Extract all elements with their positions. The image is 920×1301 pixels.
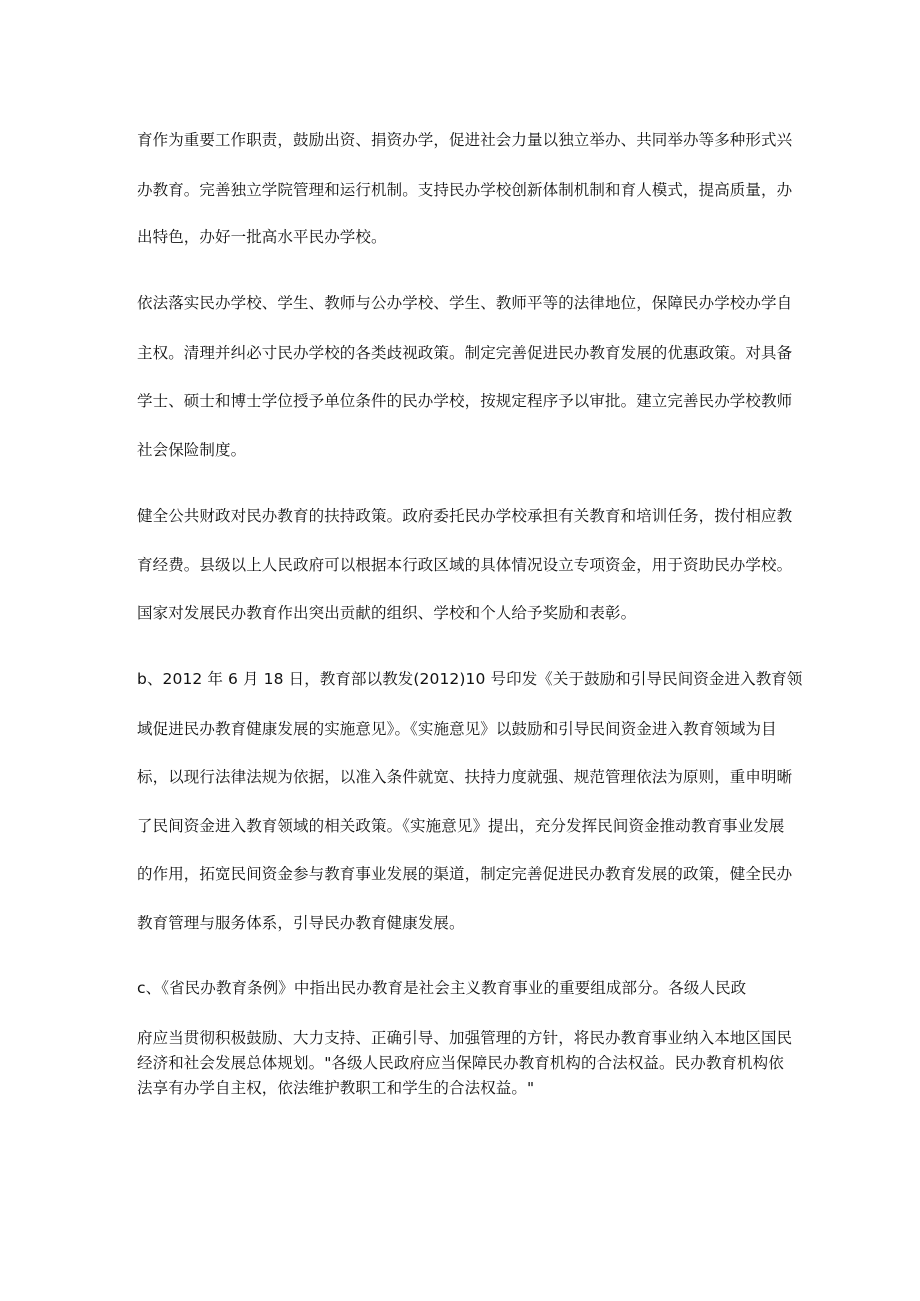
- paragraph-5-line-4: 法享有办学自主权，依法维护教职工和学生的合法权益。": [137, 1079, 535, 1097]
- paragraph-5-line-2: 府应当贯彻积极鼓励、大力支持、正确引导、加强管理的方针，将民办教育事业纳入本地区国民: [137, 1029, 793, 1047]
- paragraph-3-line-3: 国家对发展民办教育作出突出贡献的组织、学校和个人给予奖励和表彰。: [137, 604, 637, 622]
- paragraph-3-line-2: 育经费。县级以上人民政府可以根据本行政区域的具体情况设立专项资金，用于资助民办学校。: [137, 556, 793, 574]
- paragraph-4-line-1: b、2012 年 6 月 18 日，教育部以教发(2012)10 号印发《关于鼓励和引导民间资金进入教育领: [137, 670, 803, 688]
- paragraph-4-line-6: 教育管理与服务体系，引导民办教育健康发展。: [137, 914, 465, 932]
- paragraph-2-line-4: 社会保险制度。: [137, 441, 247, 459]
- paragraph-3-line-1: 健全公共财政对民办教育的扶持政策。政府委托民办学校承担有关教育和培训任务，拨付相应教: [137, 507, 793, 525]
- paragraph-1-line-2: 办教育。完善独立学院管理和运行机制。支持民办学校创新体制机制和育人模式，提高质量，办: [137, 181, 793, 199]
- paragraph-4-line-5: 的作用，拓宽民间资金参与教育事业发展的渠道，制定完善促进民办教育发展的政策，健全民办: [137, 865, 793, 883]
- paragraph-2-line-1: 依法落实民办学校、学生、教师与公办学校、学生、教师平等的法律地位，保障民办学校办学自: [137, 294, 793, 312]
- paragraph-5-line-3: 经济和社会发展总体规划。"各级人民政府应当保障民办教育机构的合法权益。民办教育机构依: [137, 1054, 784, 1072]
- paragraph-4-line-4: 了民间资金进入教育领域的相关政策。《实施意见》提出，充分发挥民间资金推动教育事业发展: [137, 817, 785, 835]
- paragraph-2-line-2: 主权。清理并纠必寸民办学校的各类歧视政策。制定完善促进民办教育发展的优惠政策。对具备: [137, 344, 793, 362]
- paragraph-1-line-3: 出特色，办好一批高水平民办学校。: [137, 228, 387, 246]
- paragraph-4-line-2: 域促进民办教育健康发展的实施意见》。《实施意见》以鼓励和引导民间资金进入教育领域为目: [137, 720, 777, 738]
- paragraph-4-line-3: 标，以现行法律法规为依据，以准入条件就宽、扶持力度就强、规范管理依法为原则，重申明晰: [137, 768, 793, 786]
- paragraph-1-line-1: 育作为重要工作职责，鼓励出资、捐资办学，促进社会力量以独立举办、共同举办等多种形式兴: [137, 131, 793, 149]
- paragraph-5-line-1: c、《省民办教育条例》中指出民办教育是社会主义教育事业的重要组成部分。各级人民政: [137, 979, 747, 997]
- paragraph-2-line-3: 学士、硕士和博士学位授予单位条件的民办学校，按规定程序予以审批。建立完善民办学校教师: [137, 392, 793, 410]
